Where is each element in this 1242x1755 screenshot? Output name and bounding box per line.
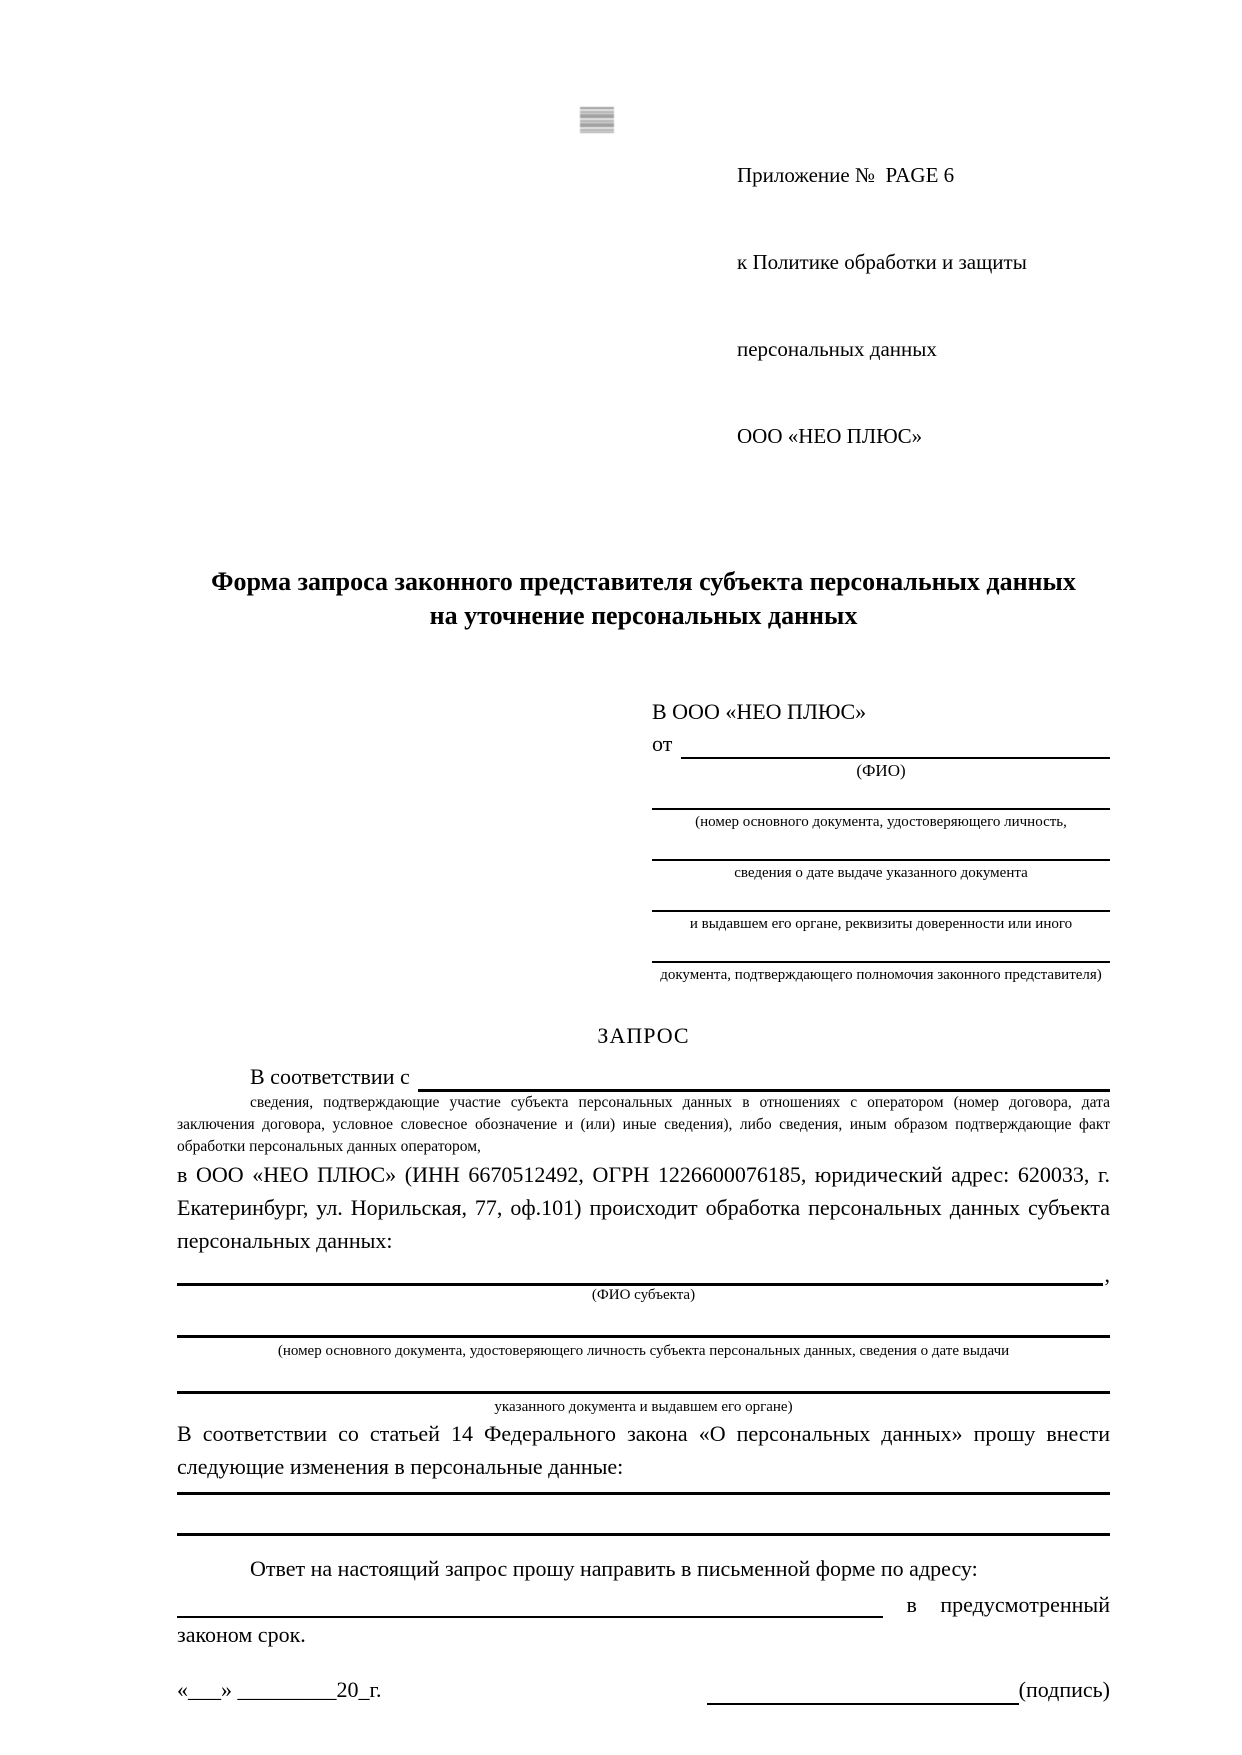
changes-blank-line-1 — [177, 1492, 1110, 1495]
subject-fio-row — [177, 1258, 1110, 1286]
fio-caption: (ФИО) — [856, 761, 906, 780]
from-label: от — [652, 731, 673, 756]
appendix-header — [177, 0, 1110, 509]
representative-doc-caption-1: (номер основного документа, удостоверяющего личность, — [695, 814, 1067, 830]
changes-blank-line-2 — [177, 1533, 1110, 1536]
date-signature-row — [177, 1675, 1110, 1705]
appendix-block — [737, 103, 1110, 509]
representative-doc-field-3 — [652, 910, 1110, 934]
intro-row — [177, 1062, 1110, 1092]
addressee-block — [652, 697, 1110, 985]
subject-doc-caption-1: (номер основного документа, удостоверяющего личность субъекта персональных данных, сведения о дате выдачи — [277, 1343, 1010, 1359]
pixelated-stamp-icon — [580, 107, 614, 133]
representative-doc-field-4 — [652, 961, 1110, 985]
representative-doc-field-1 — [652, 808, 1110, 832]
answer-mid-word: в — [906, 1592, 917, 1617]
subject-doc-line-2 — [177, 1391, 1110, 1394]
answer-paragraph: Ответ на настоящий запрос прошу направить в письменной форме по адресу: — [250, 1556, 978, 1581]
request-heading: ЗАПРОС — [597, 1023, 690, 1048]
appendix-line: Приложение № PAGE 6 — [737, 163, 955, 187]
representative-fio-line — [681, 733, 1110, 759]
basis-blank-line — [418, 1066, 1110, 1092]
article-paragraph: В соответствии со статьей 14 Федерального закона «О персональных данных» прошу внести следующие изменения в персональные данные: — [177, 1421, 1110, 1479]
signature-group — [707, 1675, 1110, 1705]
subject-doc-field-2 — [177, 1391, 1110, 1417]
representative-doc-caption-4: документа, подтверждающего полномочия законного представителя) — [660, 967, 1102, 983]
representative-doc-line-1 — [652, 808, 1110, 810]
subject-fio-caption: (ФИО субъекта) — [591, 1287, 696, 1303]
signature-line — [707, 1679, 1019, 1705]
appendix-line: ООО «НЕО ПЛЮС» — [737, 424, 923, 448]
representative-doc-field-2 — [652, 859, 1110, 883]
form-title — [177, 565, 1110, 633]
representative-doc-line-2 — [652, 859, 1110, 861]
answer-address-line — [177, 1591, 883, 1618]
answer-address-row — [177, 1585, 1110, 1618]
appendix-line: к Политике обработки и защиты — [737, 250, 1027, 274]
representative-doc-line-4 — [652, 961, 1110, 963]
subject-doc-caption-2: указанного документа и выдавшем его органе) — [494, 1399, 793, 1415]
answer-right-word: предусмотренный — [940, 1592, 1110, 1617]
from-row — [652, 727, 1110, 759]
form-title-line1: Форма запроса законного представителя субъекта персональных данных — [211, 567, 1076, 596]
subject-doc-field-1 — [177, 1335, 1110, 1361]
appendix-line: персональных данных — [737, 337, 937, 361]
document-content — [177, 0, 1110, 1705]
answer-tail: законом срок. — [177, 1622, 306, 1647]
form-title-line2: на уточнение персональных данных — [429, 601, 858, 630]
representative-doc-caption-3: и выдавшем его органе, реквизиты доверенности или иного — [689, 916, 1073, 932]
subject-doc-line-1 — [177, 1335, 1110, 1338]
signature-caption: (подпись) — [1018, 1677, 1110, 1702]
intro-label: В соответствии с — [250, 1064, 410, 1089]
date-line: «___» _________20_г. — [177, 1677, 382, 1702]
representative-doc-line-3 — [652, 910, 1110, 912]
basis-fine-print: сведения, подтверждающие участие субъекта персональных данных в отношениях с оператором (номер договора, дата заключения договора, условное словесное обозначение и (или) иные сведения), либо сведения, иным образом подтверждающие факт обработки персональных данных оператором, — [177, 1094, 1110, 1155]
addressee-to: В ООО «НЕО ПЛЮС» — [652, 699, 867, 724]
representative-doc-caption-2: сведения о дате выдаче указанного документа — [734, 865, 1028, 881]
operator-paragraph: в ООО «НЕО ПЛЮС» (ИНН 6670512492, ОГРН 1226600076185, юридический адрес: 620033, г. Екатеринбург, ул. Норильская, 77, оф.101) происходит обработка персональных данных субъекта персональных данных: — [177, 1162, 1110, 1253]
subject-fio-line — [177, 1258, 1103, 1286]
trailing-comma: , — [1104, 1262, 1110, 1287]
